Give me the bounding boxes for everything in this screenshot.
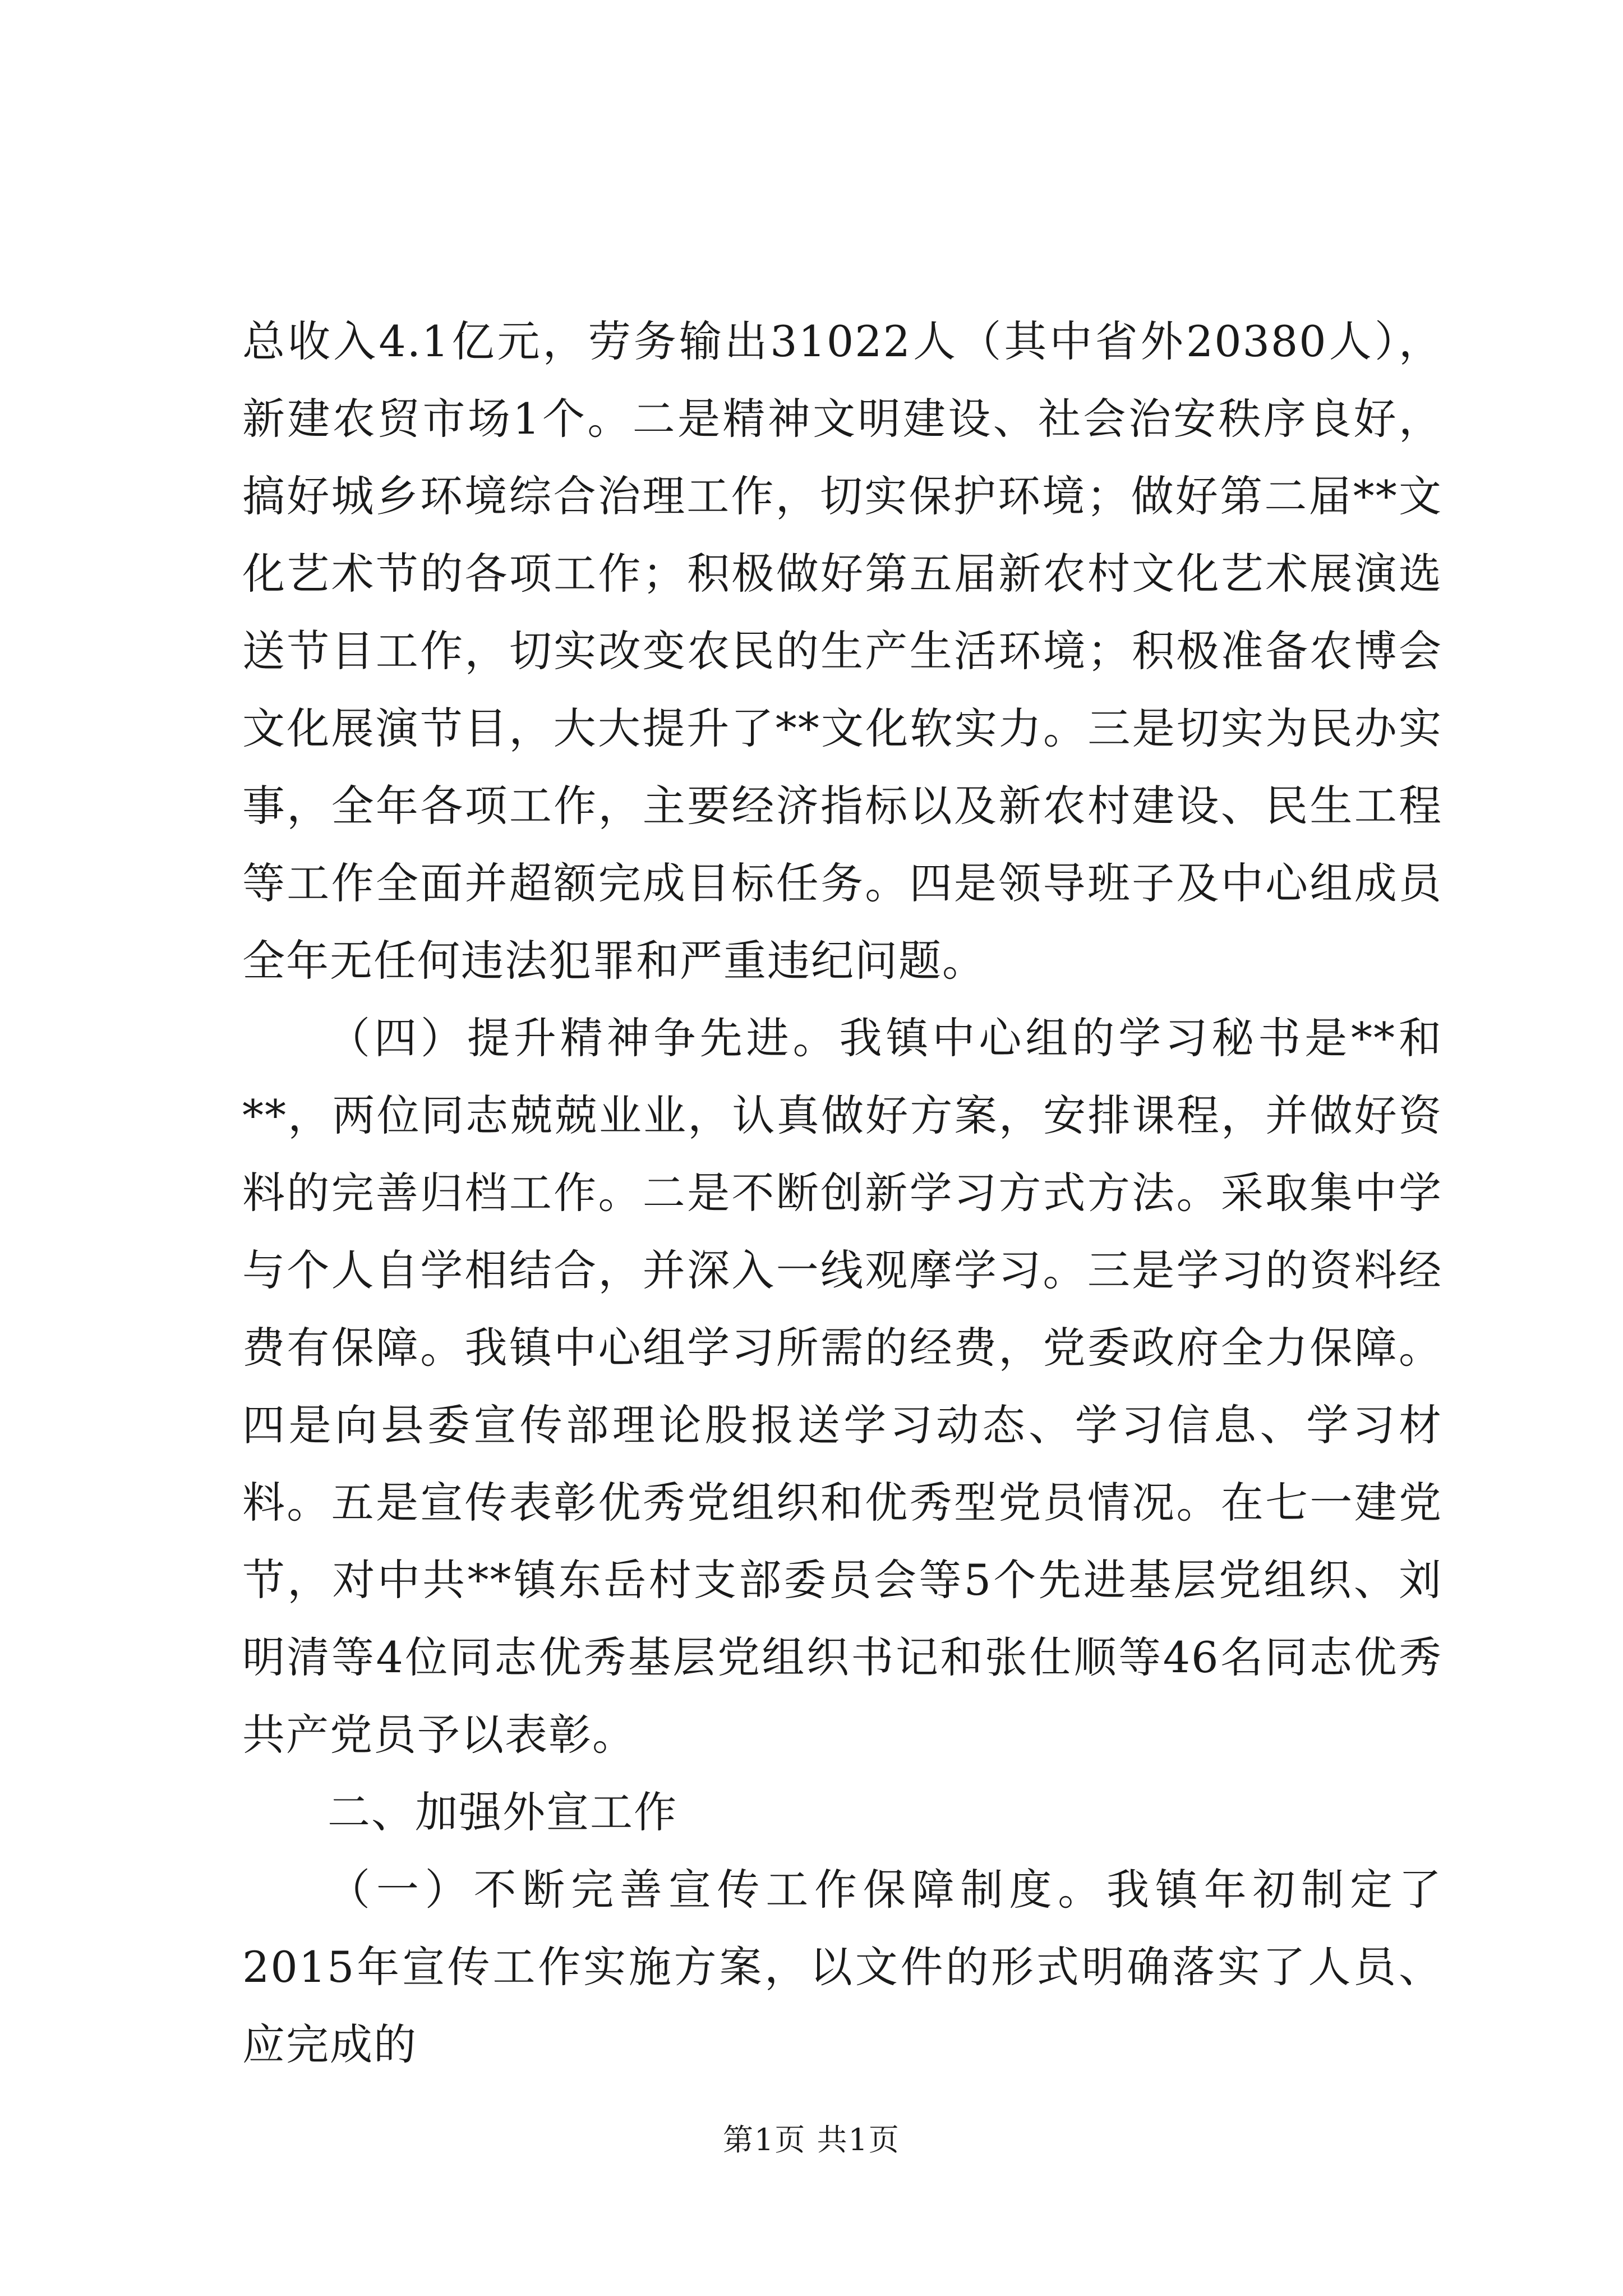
paragraph-3: （一）不断完善宣传工作保障制度。我镇年初制定了2015年宣传工作实施方案，以文件的形式明确落实了人员、应完成的 [242,1865,1442,2069]
paragraph-2: （四）提升精神争先进。我镇中心组的学习秘书是**和**，两位同志兢兢业业，认真做好方案，安排课程，并做好资料的完善归档工作。二是不断创新学习方式方法。采取集中学与个人自学相结合，并深入一线观摩学习。三是学习的资料经费有保障。我镇中心组学习所需的经费，党委政府全力保障。四是向县委宣传部理论股报送学习动态、学习信息、学习材料。五是宣传表彰优秀党组织和优秀型党员情况。在七一建党节，对中共**镇东岳村支部委员会等5个先进基层党组织、刘明清等4位同志优秀基层党组织书记和张仕顺等46名同志优秀共产党员予以表彰。 [242,1013,1442,1760]
document-body [242,303,1442,2083]
section-heading: 二、加强外宣工作 [328,1787,677,1837]
paragraph-1: 总收入4.1亿元，劳务输出31022人（其中省外20380人），新建农贸市场1个。二是精神文明建设、社会治安秩序良好，搞好城乡环境综合治理工作，切实保护环境；做好第二届**文化艺术节的各项工作；积极做好第五届新农村文化艺术展演选送节目工作，切实改变农民的生产生活环境；积极准备农博会文化展演节目，大大提升了**文化软实力。三是切实为民办实事，全年各项工作，主要经济指标以及新农村建设、民生工程等工作全面并超额完成目标任务。四是领导班子及中心组成员全年无任何违法犯罪和严重违纪问题。 [242,316,1442,986]
page-footer: 第1页 共1页 [723,2122,900,2157]
